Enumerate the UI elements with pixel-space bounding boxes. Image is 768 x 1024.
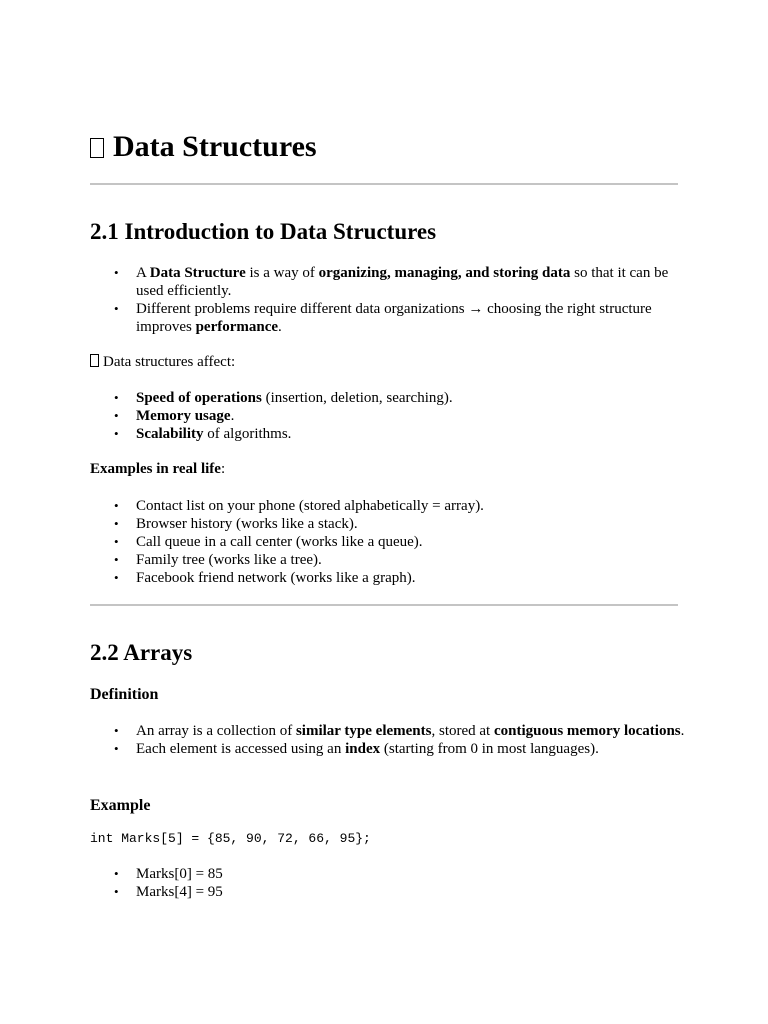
list-item: • Different problems require different data organizations → choosing the right structure improves performance.	[136, 300, 696, 336]
examples-list	[90, 497, 696, 587]
list-item: • Call queue in a call center (works like a queue).	[136, 533, 696, 551]
list-item: • Browser history (works like a stack).	[136, 515, 696, 533]
affect-label: Data structures affect:	[90, 353, 235, 371]
list-item: • Family tree (works like a tree).	[136, 551, 696, 569]
subheading-definition: Definition	[90, 686, 159, 703]
list-item: • Each element is accessed using an index (starting from 0 in most languages).	[136, 740, 696, 758]
divider	[90, 183, 678, 185]
missing-glyph-icon	[90, 138, 104, 158]
list-item: • Marks[4] = 95	[136, 883, 696, 901]
examples-label: Examples in real life:	[90, 461, 226, 477]
section-heading-arrays: 2.2 Arrays	[90, 640, 193, 665]
missing-glyph-icon	[90, 354, 99, 367]
list-item: • Contact list on your phone (stored alphabetically = array).	[136, 497, 696, 515]
list-item: • Scalability of algorithms.	[136, 425, 696, 443]
divider	[90, 604, 678, 606]
definition-list	[90, 722, 696, 758]
list-item: • Speed of operations (insertion, deletion, searching).	[136, 389, 696, 407]
code-block: int Marks[5] = {85, 90, 72, 66, 95};	[90, 831, 371, 846]
list-item: • A Data Structure is a way of organizing, managing, and storing data so that it can be used efficiently.	[136, 264, 696, 300]
section-heading-intro: 2.1 Introduction to Data Structures	[90, 219, 437, 244]
page-title: Data Structures	[90, 127, 317, 167]
list-item: • Memory usage.	[136, 407, 696, 425]
intro-bullet-list	[90, 264, 696, 336]
values-list	[90, 865, 696, 901]
list-item: • An array is a collection of similar type elements, stored at contiguous memory locations.	[136, 722, 696, 740]
list-item: • Facebook friend network (works like a graph).	[136, 569, 696, 587]
subheading-example: Example	[90, 797, 151, 814]
affects-list	[90, 389, 696, 443]
list-item: • Marks[0] = 85	[136, 865, 696, 883]
